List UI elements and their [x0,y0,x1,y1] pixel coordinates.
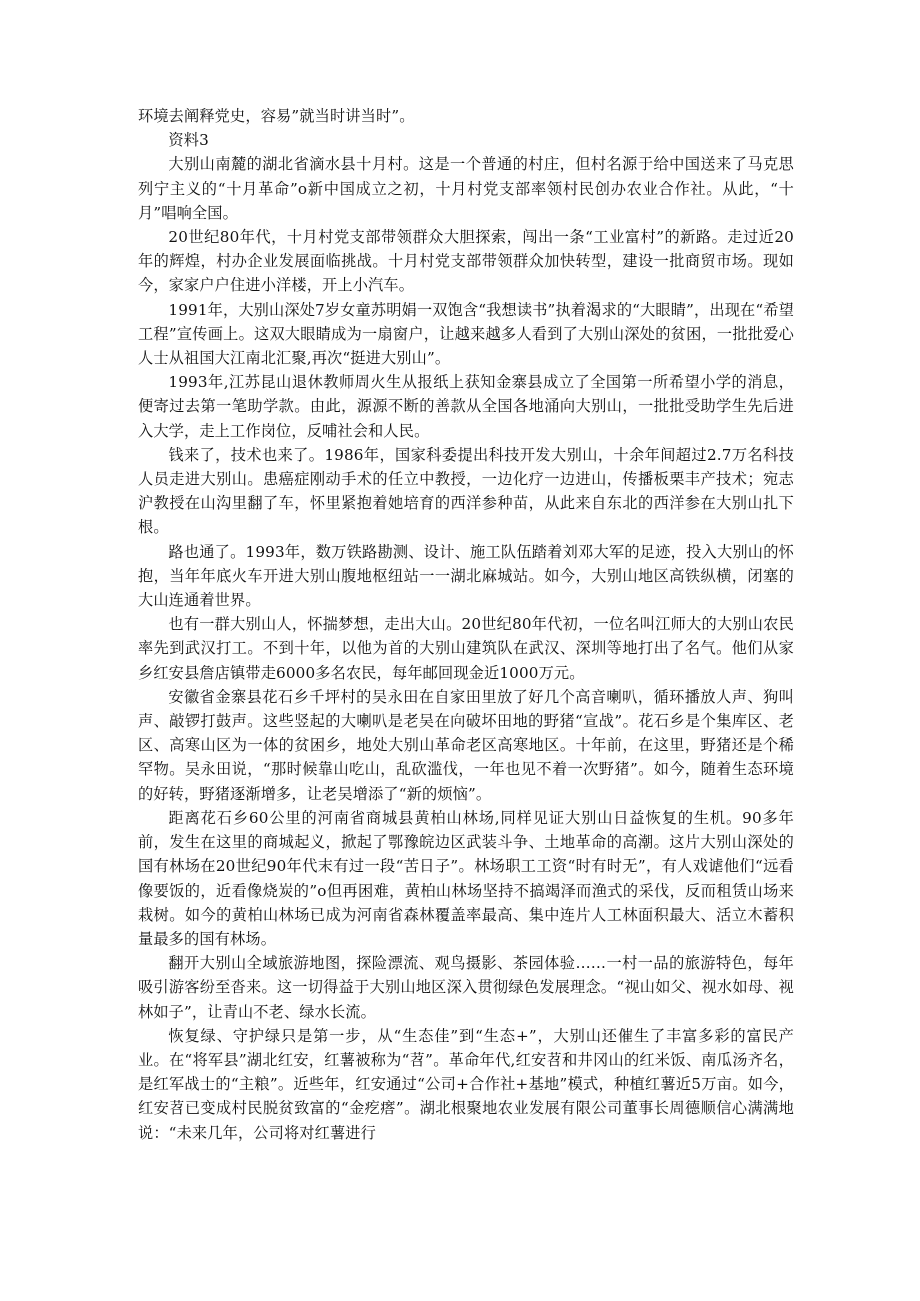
paragraph-11: 恢复绿、守护绿只是第一步，从“生态佳”到“生态+”，大别山还催生了丰富多彩的富民产业。在“将军县”湖北红安，红薯被称为“苕”。革命年代,红安苕和井冈山的红米饭、南瓜汤齐名，是红军战士的“主粮”。近些年，红安通过“公司+合作社+基地”模式，种植红薯近5万亩。如今，红安苕已变成村民脱贫致富的“金疙瘩”。湖北根聚地农业发展有限公司董事长周德顺信心满满地说：“未来几年，公司将对红薯进行 [138,1026,794,1142]
paragraph-1: 大别山南麓的湖北省滴水县十月村。这是一个普通的村庄，但村名源于给中国送来了马克思列宁主义的“十月革命”o新中国成立之初，十月村党支部率领村民创办农业合作社。从此，“十月”唱响全国。 [138,155,794,222]
paragraph-10: 翻开大别山全域旅游地图，探险漂流、观鸟摄影、茶园体验……一村一品的旅游特色，每年吸引游客纷至沓来。这一切得益于大别山地区深入贯彻绿色发展理念。“视山如父、视水如母、视林如子”，让青山不老、绿水长流。 [138,954,794,1021]
paragraph-2: 20世纪80年代，十月村党支部带领群众大胆探索，闯出一条“工业富村”的新路。走过近20年的辉煌，村办企业发展面临挑战。十月村党支部带领群众加快转型，建设一批商贸市场。现如今，家家户户住进小洋楼，开上小汽车。 [138,228,794,295]
paragraph-7: 也有一群大别山人，怀揣梦想，走出大山。20世纪80年代初，一位名叫江师大的大别山农民率先到武汉打工。不到十年，以他为首的大别山建筑队在武汉、深圳等地打出了名气。他们从家乡红安县詹店镇带走6000多名农民，每年邮回现金近1000万元。 [138,615,794,682]
lead-text: 环境去阐释党史，容易”就当时讲当时”。 [138,107,415,125]
paragraph-3: 1991年，大别山深处7岁女童苏明娟一双饱含“我想读书”执着渴求的“大眼睛”，出现在“希望工程”宣传画上。这双大眼睛成为一扇窗户，让越来越多人看到了大别山深处的贫困，一批批爱心人士从祖国大江南北汇聚,再次“挺进大别山”。 [138,300,794,368]
paragraph-5: 钱来了，技术也来了。1986年，国家科委提出科技开发大别山，十余年间超过2.7万名科技人员走进大别山。患癌症刚动手术的任立中教授，一边化疗一边进山，传播板栗丰产技术；宛志沪教授在山沟里翻了车，怀里紧抱着她培育的西洋参种苗，从此来自东北的西洋参在大别山扎下根。 [138,445,794,537]
document-page [138,104,794,1145]
section-title: 资料3 [168,131,209,150]
paragraph-9: 距离花石乡60公里的河南省商城县黄柏山林场,同样见证大别山日益恢复的生机。90多年前，发生在这里的商城起义，掀起了鄂豫皖边区武装斗争、土地革命的高潮。这片大别山深处的国有林场在20世纪90年代末有过一段“苦日子”。林场职工工资“时有时无”，有人戏谑他们“远看像要饭的，近看像烧炭的”o但再困难，黄柏山林场坚持不搞竭泽而渔式的采伐，反而租赁山场来栽树。如今的黄柏山林场已成为河南省森林覆盖率最高、集中连片人工林面积最大、活立木蓄积量最多的国有林场。 [138,808,794,948]
paragraph-4: 1993年,江苏昆山退休教师周火生从报纸上获知金寨县成立了全国第一所希望小学的消息，便寄过去第一笔助学款。由此，源源不断的善款从全国各地涌向大别山，一批批受助学生先后进入大学，走上工作岗位，反哺社会和人民。 [138,373,794,440]
paragraph-6: 路也通了。1993年，数万铁路勘测、设计、施工队伍踏着刘邓大军的足迹，投入大别山的怀抱，当年年底火车开进大别山腹地枢纽站一一湖北麻城站。如今，大别山地区高铁纵横，闭塞的大山连通着世界。 [138,542,794,610]
paragraph-8: 安徽省金寨县花石乡千坪村的吴永田在自家田里放了好几个高音喇叭，循环播放人声、狗叫声、敲锣打鼓声。这些竖起的大喇叭是老吴在向破坏田地的野猪“宣战”。花石乡是个集库区、老区、高寒山区为一体的贫困乡，地处大别山革命老区高寒地区。十年前，在这里，野猪还是个稀罕物。吴永田说，“那时候靠山吃山，乱砍滥伐，一年也见不着一次野猪”。如今，随着生态环境的好转，野猪逐渐增多，让老吴增添了“新的烦恼”。 [138,687,794,803]
